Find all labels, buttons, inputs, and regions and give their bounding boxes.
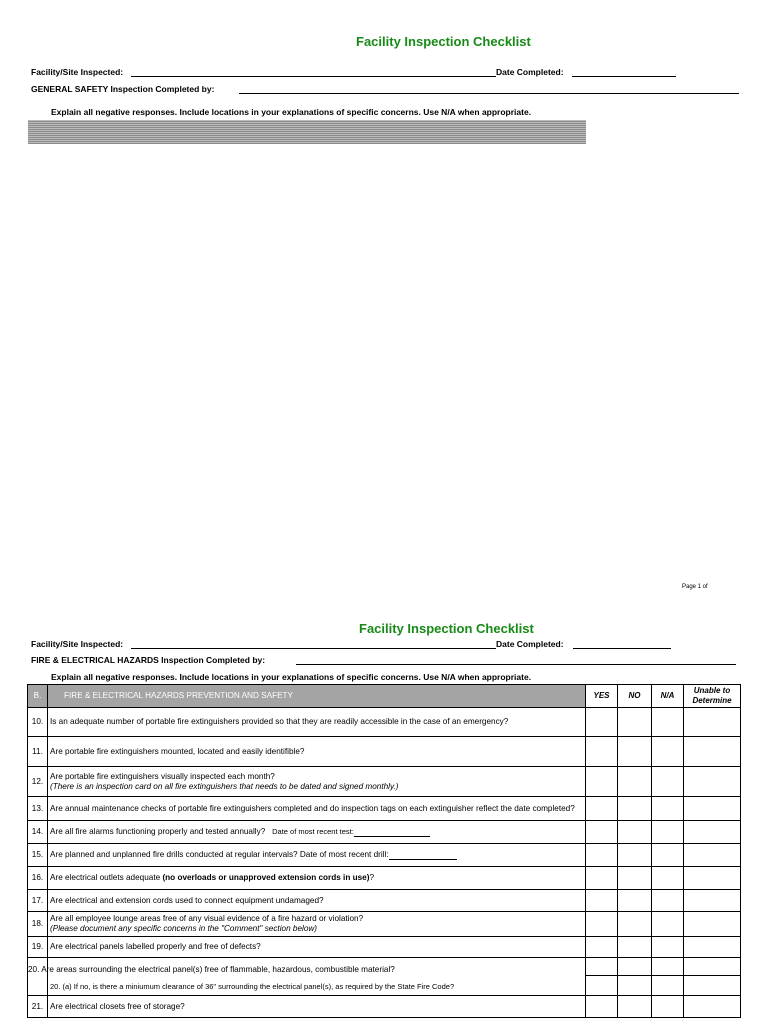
question-number: 15. [28,844,48,867]
section-header-bar [28,120,586,144]
section-letter: B. [28,685,48,708]
table-row [28,958,741,996]
no-cell[interactable] [618,867,652,890]
page-number: Page 1 of [682,584,708,590]
question-text: Is an adequate number of portable fire extinguishers provided so that they are readily accessible in the case of an emergency? [48,708,586,737]
yes-cell[interactable] [586,797,618,821]
question-text: Are all fire alarms functioning properly and tested annually? Date of most recent test: [48,821,586,844]
question-number: 11. [28,737,48,767]
no-cell[interactable] [618,844,652,867]
yes-cell[interactable] [586,958,618,996]
instructions: Explain all negative responses. Include locations in your explanations of specific concerns. Use N/A when appropriate. [51,107,532,117]
unable-cell[interactable] [684,912,741,937]
table-row [28,912,741,937]
question-text: Are portable fire extinguishers visually inspected each month? (There is an inspection card on all fire extinguishers that needs to be dated and signed monthly.) [48,767,586,797]
col-yes: YES [586,685,618,708]
table-row [28,821,741,844]
unable-cell[interactable] [684,996,741,1018]
inspector-field[interactable] [296,656,736,665]
yes-cell[interactable] [586,737,618,767]
table-row [28,844,741,867]
na-cell[interactable] [652,996,684,1018]
facility-field[interactable] [131,68,496,77]
question-number: 21. [28,996,48,1018]
facility-field[interactable] [131,640,496,649]
facility-label: Facility/Site Inspected: [31,639,124,649]
no-cell[interactable] [618,767,652,797]
question-number: 19. [28,937,48,958]
drill-date-field[interactable] [389,851,457,860]
unable-cell[interactable] [684,708,741,737]
unable-cell[interactable] [684,890,741,912]
checklist-table [27,684,741,1018]
table-row [28,867,741,890]
question-text: Are all employee lounge areas free of any visual evidence of a fire hazard or violation? (Please document any specific concerns in the "Comment" section below) [48,912,586,937]
question-number: 12. [28,767,48,797]
date-field[interactable] [573,640,671,649]
yes-cell[interactable] [586,890,618,912]
na-cell[interactable] [652,937,684,958]
na-cell[interactable] [652,844,684,867]
unable-cell[interactable] [684,937,741,958]
inspector-field[interactable] [239,85,739,94]
na-cell[interactable] [652,912,684,937]
question-number: 16. [28,867,48,890]
no-cell[interactable] [618,958,652,996]
table-row [28,737,741,767]
section-label: GENERAL SAFETY Inspection Completed by: [31,84,215,94]
yes-cell[interactable] [586,937,618,958]
unable-cell[interactable] [684,958,741,996]
question-number [28,958,48,996]
date-field[interactable] [572,68,676,77]
na-cell[interactable] [652,767,684,797]
na-cell[interactable] [652,708,684,737]
question-text: Are electrical outlets adequate (no overloads or unapproved extension cords in use)? [48,867,586,890]
na-cell[interactable] [652,737,684,767]
na-cell[interactable] [652,958,684,996]
unable-cell[interactable] [684,767,741,797]
test-date-field[interactable] [354,828,430,837]
no-cell[interactable] [618,821,652,844]
unable-cell[interactable] [684,737,741,767]
na-cell[interactable] [652,797,684,821]
question-text: Are portable fire extinguishers mounted, located and easily identifible? [48,737,586,767]
date-label: Date Completed: [496,67,564,77]
yes-cell[interactable] [586,708,618,737]
no-cell[interactable] [618,737,652,767]
question-number: 17. [28,890,48,912]
question-text: Are electrical closets free of storage? [48,996,586,1018]
yes-cell[interactable] [586,767,618,797]
no-cell[interactable] [618,996,652,1018]
section-label: FIRE & ELECTRICAL HAZARDS Inspection Completed by: [31,655,266,665]
facility-label: Facility/Site Inspected: [31,67,124,77]
section-title: FIRE & ELECTRICAL HAZARDS PREVENTION AND SAFETY [48,685,586,708]
question-number: 10. [28,708,48,737]
unable-cell[interactable] [684,821,741,844]
no-cell[interactable] [618,912,652,937]
question-number: 13. [28,797,48,821]
table-row [28,767,741,797]
page2-title: Facility Inspection Checklist [359,621,534,636]
date-label: Date Completed: [496,639,564,649]
question-text: Are electrical panels labelled properly and free of defects? [48,937,586,958]
col-no: NO [618,685,652,708]
no-cell[interactable] [618,937,652,958]
unable-cell[interactable] [684,797,741,821]
table-row [28,937,741,958]
table-row [28,797,741,821]
yes-cell[interactable] [586,821,618,844]
instructions: Explain all negative responses. Include locations in your explanations of specific concerns. Use N/A when appropriate. [51,672,532,682]
question-text: Are annual maintenance checks of portable fire extinguishers completed and do inspection tags on each extinguisher reflect the date completed? [48,797,586,821]
table-row [28,890,741,912]
unable-cell[interactable] [684,867,741,890]
no-cell[interactable] [618,708,652,737]
unable-cell[interactable] [684,844,741,867]
question-number: 14. [28,821,48,844]
page1-title: Facility Inspection Checklist [356,34,531,49]
col-na: N/A [652,685,684,708]
na-cell[interactable] [652,821,684,844]
table-row [28,708,741,737]
yes-cell[interactable] [586,844,618,867]
yes-cell[interactable] [586,996,618,1018]
question-text: Are electrical and extension cords used to connect equipment undamaged? [48,890,586,912]
question-text: Are planned and unplanned fire drills conducted at regular intervals? Date of most recent drill: [48,844,586,867]
na-cell[interactable] [652,867,684,890]
no-cell[interactable] [618,797,652,821]
na-cell[interactable] [652,890,684,912]
question-text: 20. Are areas surrounding the electrical panel(s) free of flammable, hazardous, combustible material? 20. (a) If no, is there a miniumum clearance of 36" surrounding the electrical panel(s), as required by the State Fire Code? [48,958,586,996]
question-number: 18. [28,912,48,937]
table-row [28,996,741,1018]
no-cell[interactable] [618,890,652,912]
col-unable: Unable to Determine [684,685,741,708]
yes-cell[interactable] [586,912,618,937]
yes-cell[interactable] [586,867,618,890]
